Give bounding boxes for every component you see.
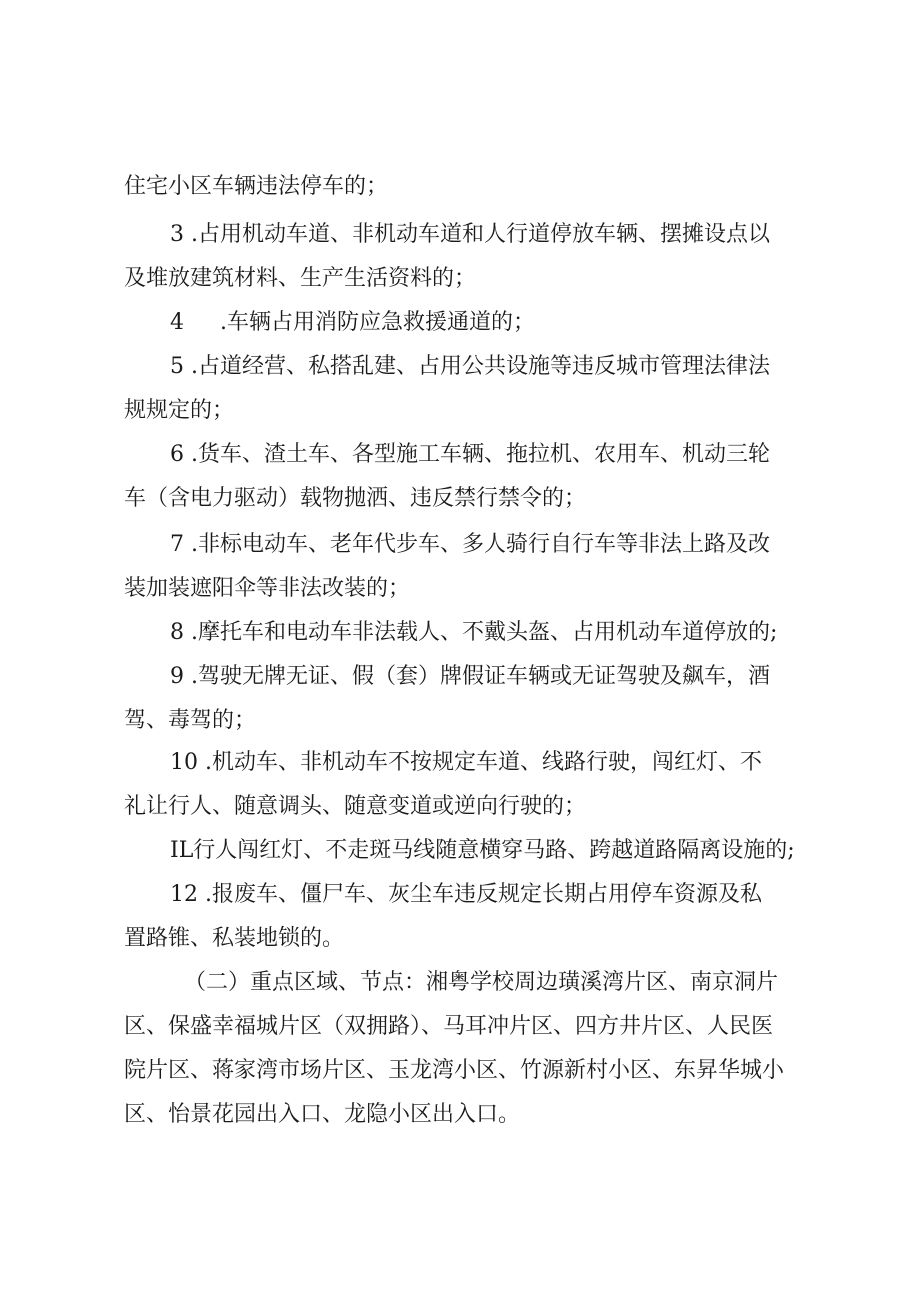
text-line: 3 .占用机动车道、非机动车道和人行道停放车辆、摆摊设点以	[170, 222, 770, 247]
text-line: 7 .非标电动车、老年代步车、多人骑行自行车等非法上路及改	[170, 532, 770, 557]
text-line: 10 .机动车、非机动车不按规定车道、线路行驶，闯红灯、不	[170, 750, 762, 775]
text-line: 礼让行人、随意调头、随意变道或逆向行驶的；	[124, 794, 587, 819]
text-line: 院片区、蒋家湾市场片区、玉龙湾小区、竹源新村小区、东昇华城小	[124, 1058, 785, 1083]
text-line: 9 .驾驶无牌无证、假（套）牌假证车辆或无证驾驶及飙车，酒	[170, 664, 770, 689]
text-line: 4 .车辆占用消防应急救援通道的；	[170, 310, 535, 335]
text-line: 12 .报废车、僵尸车、灰尘车违反规定长期占用停车资源及私	[170, 882, 762, 907]
text-line: 及堆放建筑材料、生产生活资料的；	[124, 266, 477, 291]
text-line: （二）重点区域、节点：湘粤学校周边璜溪湾片区、南京洞片	[184, 970, 779, 995]
text-line: 6 .货车、渣土车、各型施工车辆、拖拉机、农用车、机动三轮	[170, 442, 770, 467]
text-line: 5 .占道经营、私搭乱建、占用公共设施等违反城市管理法律法	[170, 354, 770, 379]
text-line: 区、怡景花园出入口、龙隐小区出入口。	[124, 1102, 521, 1127]
text-line: 区、保盛幸福城片区（双拥路）、马耳冲片区、四方井片区、人民医	[124, 1014, 774, 1039]
text-line: 住宅小区车辆违法停车的；	[124, 174, 389, 199]
text-line: 装加装遮阳伞等非法改装的；	[124, 576, 411, 601]
text-line: 驾、毒驾的；	[124, 708, 257, 733]
text-line: 规规定的；	[124, 398, 235, 423]
text-line: 置路锥、私装地锁的。	[124, 926, 345, 951]
text-line: 车（含电力驱动）载物抛洒、违反禁行禁令的；	[124, 486, 587, 511]
text-line: IL行人闯红灯、不走斑马线随意横穿马路、跨越道路隔离设施的;	[170, 838, 795, 863]
text-line: 8 .摩托车和电动车非法载人、不戴头盔、占用机动车道停放的;	[170, 620, 778, 645]
